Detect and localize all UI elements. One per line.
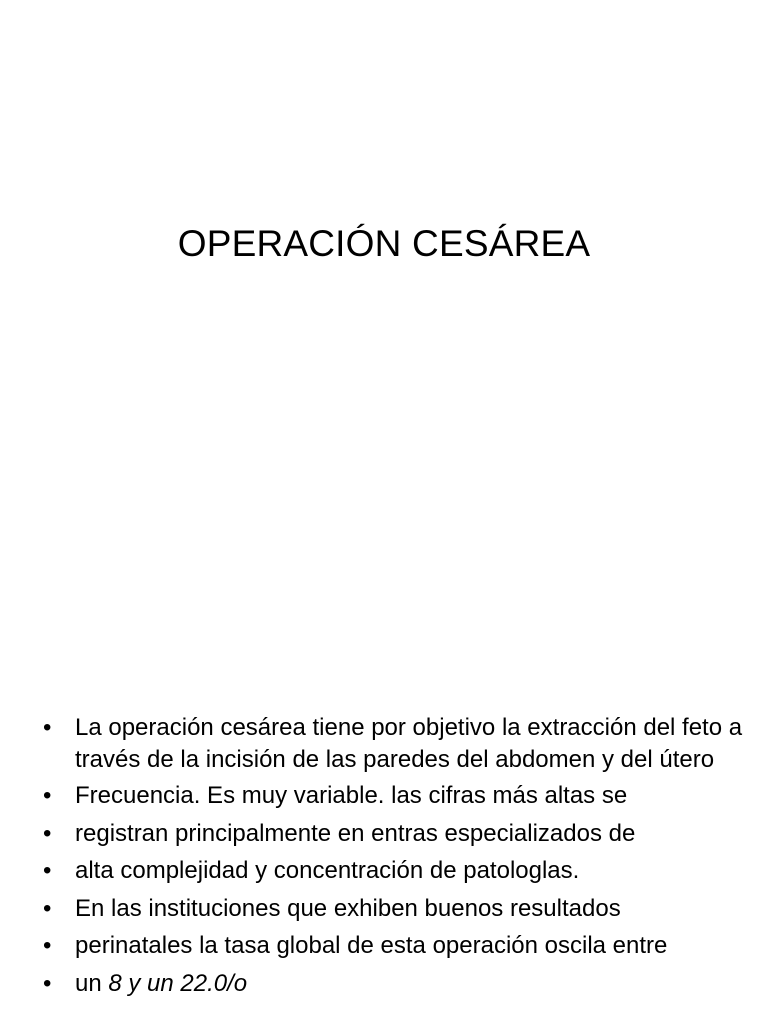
list-item-text: Frecuencia. Es muy variable. las cifras más altas se [75, 782, 628, 809]
bullet-marker: • [43, 857, 52, 884]
bullet-marker: • [43, 894, 52, 922]
list-item-text: alta complejidad y concentración de patologlas. [75, 857, 580, 884]
list-item-text-prefix: un [75, 969, 109, 997]
list-item [43, 968, 743, 1000]
list-item [43, 893, 743, 925]
bullet-marker: • [43, 932, 52, 959]
list-item [43, 712, 743, 775]
slide-title: OPERACIÓN CESÁREA [177, 223, 591, 264]
list-item-text: perinatales la tasa global de esta operación oscila entre [75, 932, 668, 959]
list-item [43, 855, 743, 887]
list-item [43, 780, 743, 812]
list-item-text: En las instituciones que exhiben buenos resultados [75, 894, 621, 922]
bullet-marker: • [43, 782, 52, 809]
bullet-marker: • [43, 819, 52, 847]
list-item [43, 930, 743, 962]
bullet-list [43, 712, 743, 1005]
list-item-text: La operación cesárea tiene por objetivo la extracción del feto a través de la incisión de las paredes del abdomen y del útero [75, 714, 743, 773]
list-item-text: registran principalmente en entras especializados de [75, 819, 636, 847]
list-item [43, 818, 743, 850]
list-item-text-italic: 8 y un 22.0/o [108, 969, 248, 997]
bullet-marker: • [43, 969, 52, 997]
bullet-marker: • [43, 714, 52, 741]
